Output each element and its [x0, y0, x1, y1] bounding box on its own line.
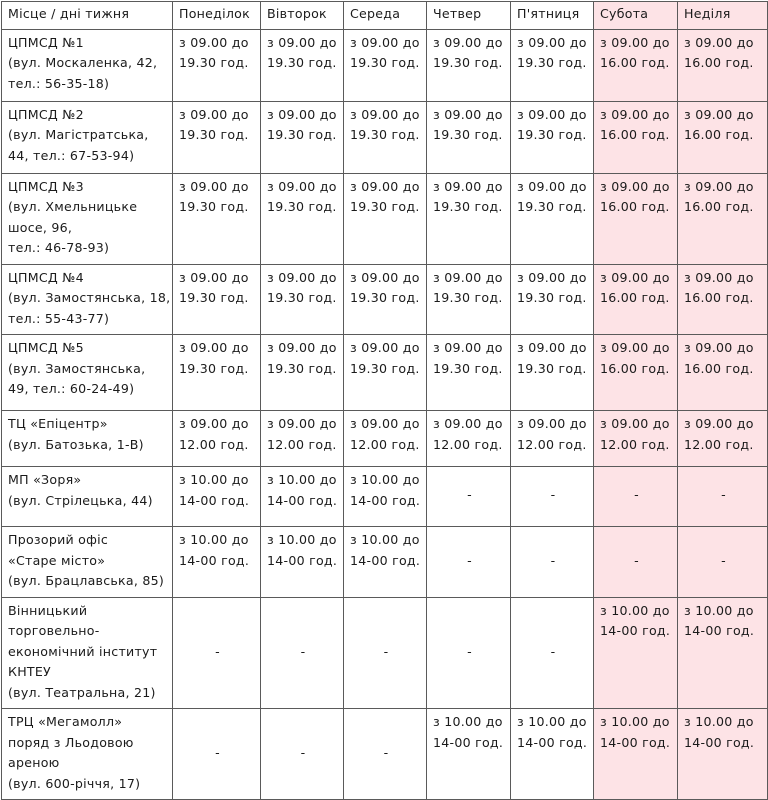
- hours-cell: -: [594, 527, 678, 598]
- location-line: (вул. Стрілецька, 44): [8, 492, 153, 508]
- location-line: тел.: 46-78-93): [8, 240, 110, 255]
- hours-cell: -: [427, 527, 511, 598]
- location-line: ареною: [8, 755, 60, 770]
- hours-cell: -: [344, 597, 427, 709]
- hours-cell: з 09.00 до 16.00 год.: [594, 335, 678, 411]
- location-line: 44, тел.: 67-53-94): [8, 147, 135, 163]
- hours-cell: з 09.00 до 19.30 год.: [511, 335, 594, 411]
- location-cell: [2, 709, 173, 800]
- location-line: 49, тел.: 60-24-49): [8, 381, 135, 396]
- hours-cell: -: [678, 467, 768, 527]
- schedule-table: [1, 1, 768, 800]
- hours-cell: -: [173, 709, 261, 800]
- hours-cell: з 09.00 до 16.00 год.: [678, 335, 768, 411]
- location-cell: [2, 101, 173, 173]
- table-row: [2, 467, 768, 527]
- hours-cell: -: [678, 527, 768, 598]
- hours-cell: з 09.00 до 19.30 год.: [261, 29, 344, 101]
- hours-cell: з 09.00 до 12.00 год.: [344, 411, 427, 467]
- hours-cell: з 09.00 до 19.30 год.: [427, 173, 511, 264]
- hours-cell: з 09.00 до 19.30 год.: [344, 29, 427, 101]
- hours-cell: з 09.00 до 19.30 год.: [173, 173, 261, 264]
- hours-cell: з 10.00 до 14-00 год.: [173, 467, 261, 527]
- header-day: Вівторок: [261, 2, 344, 30]
- hours-cell: з 10.00 до 14-00 год.: [344, 527, 427, 598]
- hours-cell: з 10.00 до 14-00 год.: [427, 709, 511, 800]
- location-line: «Старе місто»: [8, 552, 106, 568]
- location-line: ТРЦ «Мегамолл»: [8, 714, 123, 729]
- location-line: (вул. Театральна, 21): [8, 684, 156, 700]
- hours-cell: з 10.00 до 14-00 год.: [678, 597, 768, 709]
- hours-cell: з 10.00 до 14-00 год.: [594, 709, 678, 800]
- location-line: (вул. Хмельницьке: [8, 199, 138, 214]
- location-line: (вул. Замостянська, 18,: [8, 290, 171, 305]
- location-line: шосе, 96,: [8, 219, 73, 235]
- location-cell: [2, 467, 173, 527]
- location-line: МП «Зоря»: [8, 472, 82, 487]
- hours-cell: з 10.00 до 14-00 год.: [261, 467, 344, 527]
- hours-cell: з 09.00 до 19.30 год.: [344, 101, 427, 173]
- hours-cell: -: [427, 467, 511, 527]
- hours-cell: з 09.00 до 16.00 год.: [594, 101, 678, 173]
- location-line: (вул. Москаленка, 42,: [8, 55, 158, 70]
- hours-cell: з 09.00 до 12.00 год.: [261, 411, 344, 467]
- table-row: [2, 335, 768, 411]
- hours-cell: з 09.00 до 19.30 год.: [261, 173, 344, 264]
- location-cell: [2, 597, 173, 709]
- hours-cell: з 09.00 до 19.30 год.: [173, 29, 261, 101]
- hours-cell: з 10.00 до 14-00 год.: [594, 597, 678, 709]
- hours-cell: з 09.00 до 19.30 год.: [427, 101, 511, 173]
- hours-cell: з 09.00 до 12.00 год.: [511, 411, 594, 467]
- hours-cell: -: [511, 597, 594, 709]
- hours-cell: з 09.00 до 19.30 год.: [511, 101, 594, 173]
- hours-cell: з 09.00 до 19.30 год.: [511, 264, 594, 335]
- hours-cell: з 09.00 до 19.30 год.: [261, 101, 344, 173]
- hours-cell: з 09.00 до 12.00 год.: [678, 411, 768, 467]
- hours-cell: з 09.00 до 16.00 год.: [594, 173, 678, 264]
- location-line: ЦПМСД №4: [8, 269, 84, 285]
- location-line: (вул. Магістратська,: [8, 127, 149, 142]
- hours-cell: з 09.00 до 19.30 год.: [511, 29, 594, 101]
- hours-cell: -: [511, 467, 594, 527]
- location-line: ЦПМСД №3: [8, 178, 84, 194]
- hours-cell: -: [261, 597, 344, 709]
- hours-cell: з 09.00 до 16.00 год.: [678, 101, 768, 173]
- location-line: Вінницький: [8, 602, 88, 618]
- location-line: ЦПМСД №1: [8, 34, 84, 50]
- hours-cell: з 09.00 до 19.30 год.: [344, 173, 427, 264]
- table-row: [2, 173, 768, 264]
- hours-cell: з 09.00 до 19.30 год.: [173, 101, 261, 173]
- hours-cell: з 09.00 до 19.30 год.: [427, 264, 511, 335]
- hours-cell: з 09.00 до 19.30 год.: [261, 335, 344, 411]
- location-line: поряд з Льодовою: [8, 734, 134, 750]
- table-row: [2, 101, 768, 173]
- header-row: [2, 2, 768, 30]
- hours-cell: -: [344, 709, 427, 800]
- location-cell: [2, 264, 173, 335]
- hours-cell: з 09.00 до 19.30 год.: [344, 335, 427, 411]
- location-cell: [2, 173, 173, 264]
- header-day: Субота: [594, 2, 678, 30]
- hours-cell: з 10.00 до 14-00 год.: [173, 527, 261, 598]
- table-row: [2, 527, 768, 598]
- hours-cell: з 09.00 до 16.00 год.: [678, 173, 768, 264]
- hours-cell: з 09.00 до 16.00 год.: [594, 29, 678, 101]
- location-line: ЦПМСД №5: [8, 340, 84, 355]
- hours-cell: з 09.00 до 16.00 год.: [678, 29, 768, 101]
- hours-cell: -: [427, 597, 511, 709]
- header-day: Четвер: [427, 2, 511, 30]
- hours-cell: з 09.00 до 16.00 год.: [594, 264, 678, 335]
- header-place: Місце / дні тижня: [2, 2, 173, 30]
- location-line: тел.: 55-43-77): [8, 310, 110, 326]
- hours-cell: -: [173, 597, 261, 709]
- hours-cell: з 09.00 до 19.30 год.: [427, 335, 511, 411]
- location-line: (вул. Замостянська,: [8, 360, 146, 376]
- hours-cell: з 09.00 до 19.30 год.: [511, 173, 594, 264]
- hours-cell: з 09.00 до 19.30 год.: [427, 29, 511, 101]
- hours-cell: з 09.00 до 12.00 год.: [173, 411, 261, 467]
- hours-cell: з 09.00 до 12.00 год.: [427, 411, 511, 467]
- header-day: Неділя: [678, 2, 768, 30]
- header-day: П'ятниця: [511, 2, 594, 30]
- location-cell: [2, 335, 173, 411]
- table-row: [2, 709, 768, 800]
- header-day: Середа: [344, 2, 427, 30]
- hours-cell: -: [261, 709, 344, 800]
- hours-cell: з 09.00 до 19.30 год.: [173, 335, 261, 411]
- location-line: (вул. 600-річчя, 17): [8, 775, 141, 791]
- location-line: (вул. Брацлавська, 85): [8, 573, 165, 588]
- location-line: економічний інститут: [8, 643, 158, 659]
- location-cell: [2, 29, 173, 101]
- location-line: Прозорий офіс: [8, 532, 109, 547]
- hours-cell: з 09.00 до 19.30 год.: [173, 264, 261, 335]
- location-line: ТЦ «Епіцентр»: [8, 416, 108, 431]
- table-row: [2, 264, 768, 335]
- hours-cell: з 09.00 до 19.30 год.: [261, 264, 344, 335]
- hours-cell: з 09.00 до 19.30 год.: [344, 264, 427, 335]
- hours-cell: -: [594, 467, 678, 527]
- hours-cell: з 10.00 до 14-00 год.: [344, 467, 427, 527]
- location-line: КНТЕУ: [8, 664, 51, 679]
- table-row: [2, 597, 768, 709]
- table-row: [2, 29, 768, 101]
- location-cell: [2, 411, 173, 467]
- location-cell: [2, 527, 173, 598]
- location-line: торговельно-: [8, 623, 100, 638]
- hours-cell: з 09.00 до 12.00 год.: [594, 411, 678, 467]
- location-line: тел.: 56-35-18): [8, 75, 110, 91]
- header-day: Понеділок: [173, 2, 261, 30]
- hours-cell: з 09.00 до 16.00 год.: [678, 264, 768, 335]
- hours-cell: -: [511, 527, 594, 598]
- location-line: (вул. Батозька, 1-В): [8, 436, 144, 452]
- table-row: [2, 411, 768, 467]
- hours-cell: з 10.00 до 14-00 год.: [678, 709, 768, 800]
- hours-cell: з 10.00 до 14-00 год.: [511, 709, 594, 800]
- hours-cell: з 10.00 до 14-00 год.: [261, 527, 344, 598]
- location-line: ЦПМСД №2: [8, 106, 84, 122]
